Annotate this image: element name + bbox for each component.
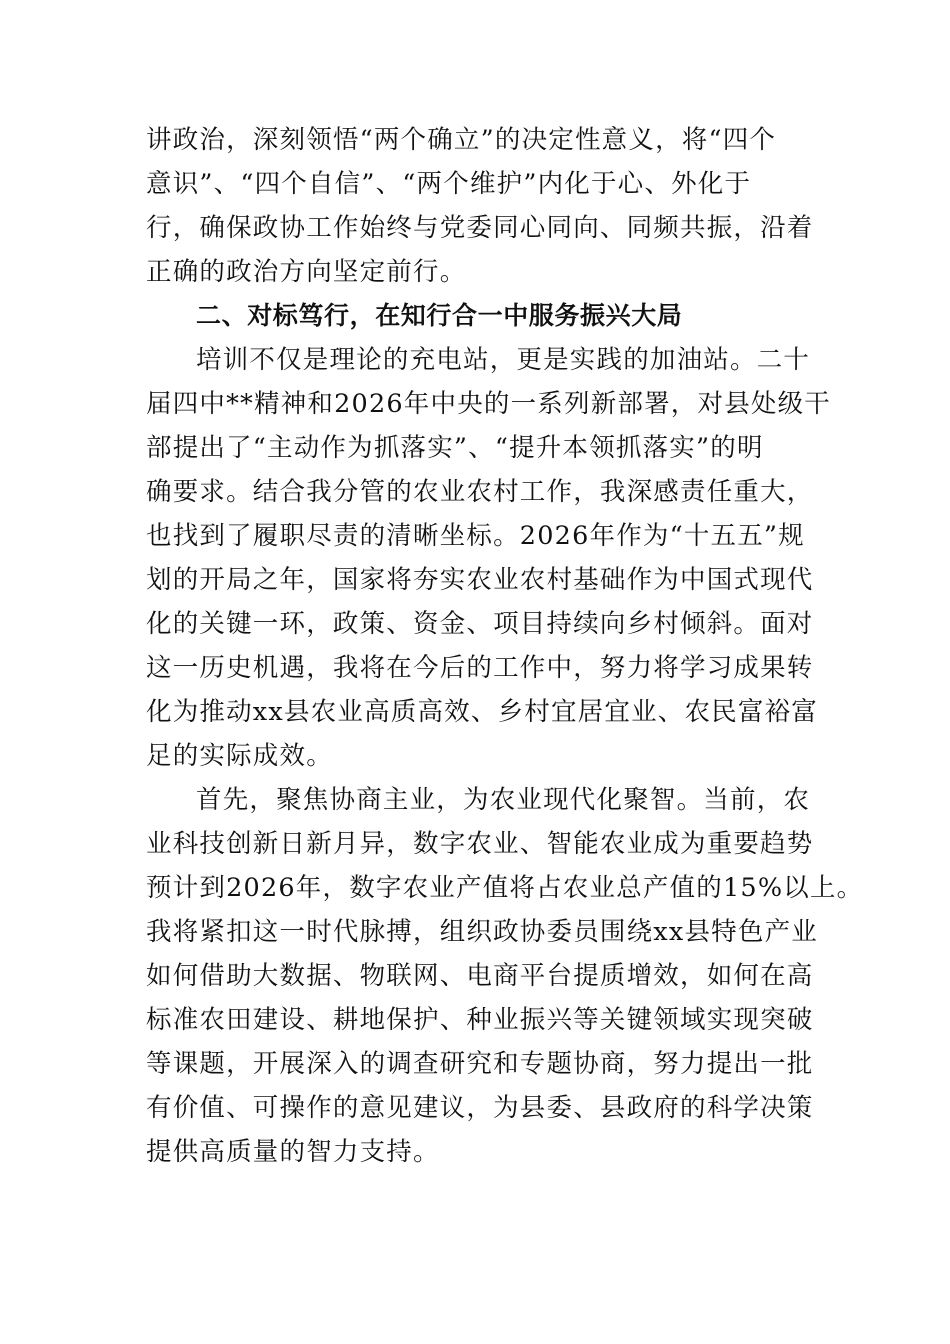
- paragraph-line: 部提出了“主动作为抓落实”、“提升本领抓落实”的明: [146, 433, 764, 463]
- paragraph-line: 预计到2026年，数字农业产值将占农业总产值的15%以上。: [146, 873, 864, 903]
- section-heading: 二、对标笃行，在知行合一中服务振兴大局: [196, 301, 683, 330]
- paragraph-line: 培训不仅是理论的充电站，更是实践的加油站。二十: [196, 345, 811, 375]
- paragraph-line: 确要求。结合我分管的农业农村工作，我深感责任重大，: [146, 477, 814, 507]
- paragraph-line: 业科技创新日新月异，数字农业、智能农业成为重要趋势: [146, 829, 814, 859]
- paragraph-line: 如何借助大数据、物联网、电商平台提质增效，如何在高: [146, 961, 814, 991]
- paragraph-line: 等课题，开展深入的调查研究和专题协商，努力提出一批: [146, 1049, 814, 1079]
- paragraph-line: 我将紧扣这一时代脉搏，组织政协委员围绕xx县特色产业: [146, 917, 818, 947]
- paragraph-line: 意识”、“四个自信”、“两个维护”内化于心、外化于: [146, 169, 752, 199]
- paragraph-line: 正确的政治方向坚定前行。: [146, 257, 467, 287]
- paragraph-line: 化为推动xx县农业高质高效、乡村宜居宜业、农民富裕富: [146, 697, 818, 727]
- paragraph-line: 提供高质量的智力支持。: [146, 1137, 440, 1167]
- paragraph-line: 行，确保政协工作始终与党委同心同向、同频共振，沿着: [146, 213, 814, 243]
- paragraph-line: 讲政治，深刻领悟“两个确立”的决定性意义，将“四个: [146, 125, 777, 155]
- paragraph-line: 有价值、可操作的意见建议，为县委、县政府的科学决策: [146, 1093, 814, 1123]
- paragraph-line: 化的关键一环，政策、资金、项目持续向乡村倾斜。面对: [146, 609, 814, 639]
- paragraph-line: 也找到了履职尽责的清晰坐标。2026年作为“十五五”规: [146, 521, 805, 551]
- paragraph-line: 首先，聚焦协商主业，为农业现代化聚智。当前，农: [196, 785, 811, 815]
- paragraph-line: 标准农田建设、耕地保护、种业振兴等关键领域实现突破: [146, 1005, 814, 1035]
- paragraph-line: 届四中**精神和2026年中央的一系列新部署，对县处级干: [146, 389, 831, 419]
- paragraph-line: 足的实际成效。: [146, 741, 333, 771]
- paragraph-line: 划的开局之年，国家将夯实农业农村基础作为中国式现代: [146, 565, 814, 595]
- paragraph-line: 这一历史机遇，我将在今后的工作中，努力将学习成果转: [146, 653, 814, 683]
